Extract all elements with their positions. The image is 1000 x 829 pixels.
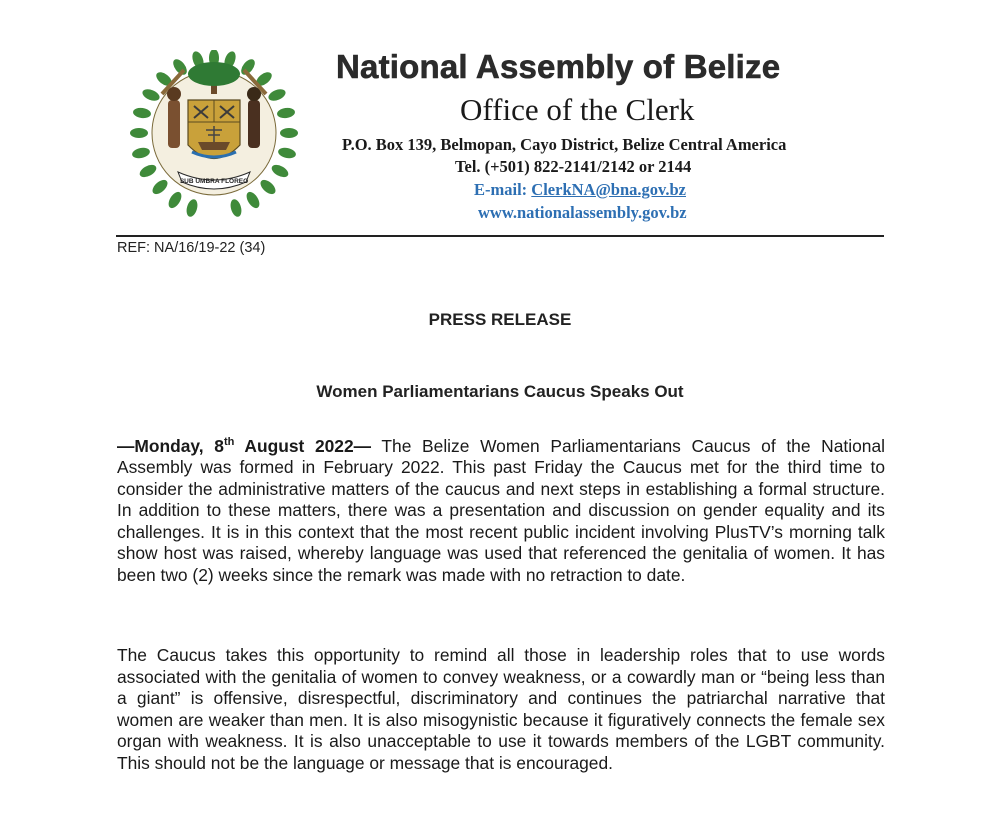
headline: Women Parliamentarians Caucus Speaks Out	[316, 382, 684, 401]
telephone-line: Tel. (+501) 822-2141/2142 or 2144	[455, 157, 692, 176]
postal-address: P.O. Box 139, Belmopan, Cayo District, Belize Central America	[342, 135, 787, 154]
belize-coat-of-arms-seal	[128, 50, 300, 220]
paragraph-1-body: The Belize Women Parliamentarians Caucus of the National Assembly was formed in February 2022. This past Friday the Caucus met for the third time to consider the administrative matters of the caucus and next steps in establishing a formal structure. In addition to these matters, there was a presentation and discussion on gender equality and its challenges. It is in this context that the most recent public incident involving PlusTV’s morning talk show host was raised, whereby language was used that referenced the genitalia of women. It has been two (2) weeks since the remark was made with no retraction to date.	[117, 435, 885, 585]
office-title: Office of the Clerk	[460, 92, 695, 127]
email-label: E-mail:	[474, 180, 532, 199]
press-release-label: PRESS RELEASE	[428, 310, 572, 329]
paragraph-1	[117, 432, 885, 586]
header-divider	[116, 235, 884, 237]
dateline	[117, 436, 371, 456]
email-line	[474, 180, 686, 200]
reference-number: REF: NA/16/19-22 (34)	[117, 240, 266, 256]
organization-name: National Assembly of Belize	[336, 48, 781, 85]
seal-motto: SUB UMBRA FLOREO	[179, 178, 249, 185]
email-link[interactable]: ClerkNA@bna.gov.bz	[531, 180, 686, 199]
dateline-suffix: August 2022—	[234, 435, 372, 456]
paragraph-2: The Caucus takes this opportunity to remind all those in leadership roles that to use words associated with the genitalia of women to convey weakness, or a cowardly man or “being less than a giant” is offensive, disrespectful, discriminatory and continues the patriarchal narrative that women are weaker than men. It is also misogynistic because it figuratively connects the female sex organ with weakness. It is also unacceptable to use it towards members of the LGBT community. This should not be the language or message that is encouraged.	[117, 645, 885, 773]
dateline-ordinal: th	[223, 436, 235, 448]
dateline-prefix: —Monday, 8	[117, 435, 224, 456]
website-link[interactable]: www.nationalassembly.gov.bz	[478, 203, 687, 222]
